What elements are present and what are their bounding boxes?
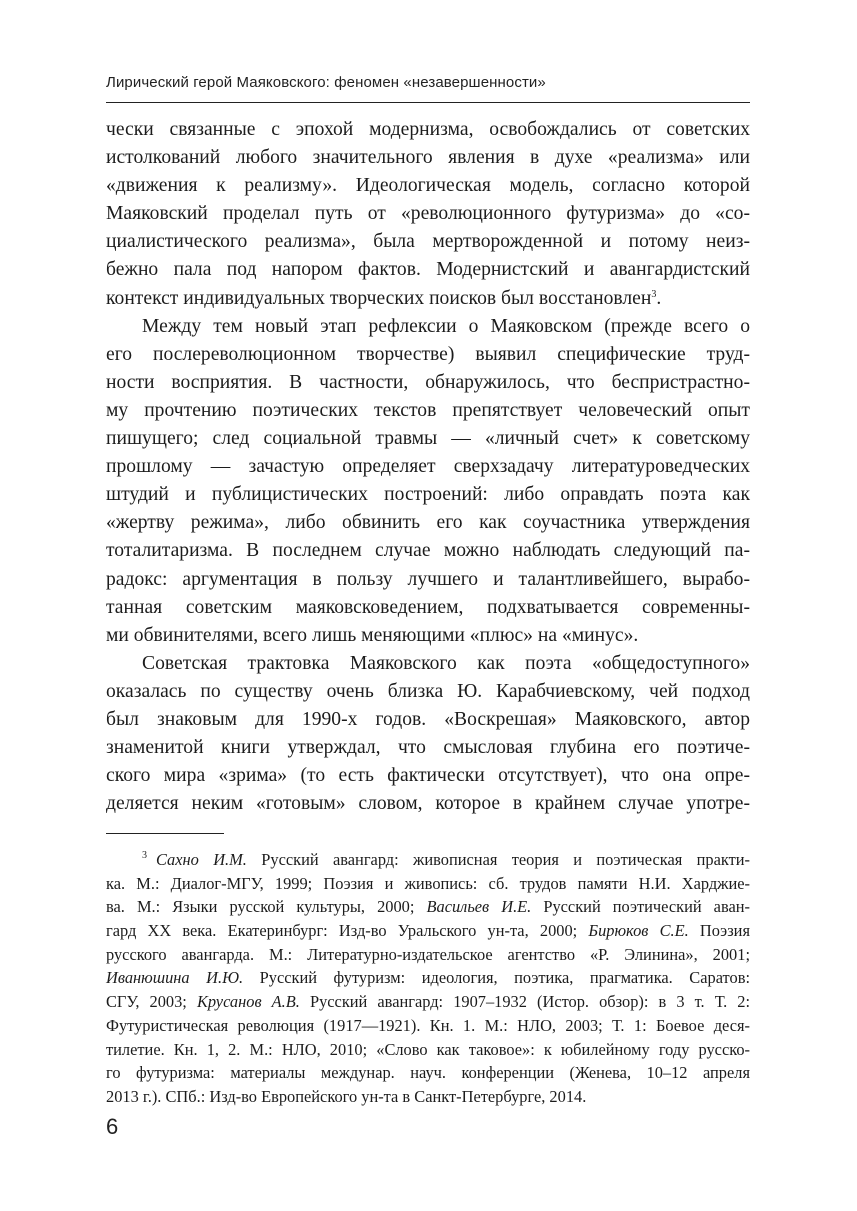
footnote-line: ка. М.: Диалог-МГУ, 1999; Поэзия и живопись: сб. трудов памяти Н.И. Харджие- (106, 873, 750, 893)
footnote-text: Русский футуризм: идеология, поэтика, прагматика. Саратов: (243, 968, 750, 988)
footnote-mark: 3 (142, 850, 147, 861)
text-line: циалистического реализма», была мертворожденной и потому неиз- (106, 231, 750, 253)
footnote-text: СГУ, 2003; (106, 992, 197, 1012)
footnote-line: тилетие. Кн. 1, 2. М.: НЛО, 2010; «Слово как таковое»: к юбилейному году русско- (106, 1039, 750, 1059)
text-line: «движения к реализму». Идеологическая модель, согласно которой (106, 175, 750, 197)
footnote-line: Футуристическая революция (1917—1921). Кн. 1. М.: НЛО, 2003; Т. 1: Боевое деся- (106, 1015, 750, 1035)
text-line: Между тем новый этап рефлексии о Маяковском (прежде всего о (142, 315, 750, 337)
footnote-author: Бирюков С.Е. (588, 921, 689, 941)
footnote-rule (106, 833, 224, 834)
text-line: радокс: аргументация в пользу лучшего и талантливейшего, вырабо- (106, 568, 750, 590)
footnote-line (106, 919, 750, 943)
text-line: «жертву режима», либо обвинить его как соучастника утверждения (106, 512, 750, 534)
footnote-author: Сахно И.М. (156, 850, 247, 869)
line-text: контекст индивидуальных творческих поисков был восстановлен (106, 287, 652, 309)
text-line: был знаковым для 1990-х годов. «Воскрешая» Маяковского, автор (106, 708, 750, 730)
footnote-text: гард XX века. Екатеринбург: Изд-во Уральского ун-та, 2000; (106, 921, 589, 941)
footnote-text: Русский поэтический аван- (531, 897, 750, 917)
text-line: пишущего; след социальной травмы — «личный счет» к советскому (106, 428, 750, 450)
text-line: тоталитаризма. В последнем случае можно наблюдать следующий па- (106, 540, 750, 562)
text-line: чески связанные с эпохой модернизма, освобождались от советских (106, 119, 750, 140)
text-line: его послереволюционном творчестве) выявил специфические труд- (106, 343, 750, 365)
text-line: танная советским маяковсковедением, подхватывается современны- (106, 596, 750, 618)
text-line: деляется неким «готовым» словом, которое в крайнем случае употре- (106, 793, 750, 815)
text-line: ности восприятия. В частности, обнаружилось, что беспристрастно- (106, 371, 750, 393)
footnote-line (106, 990, 750, 1014)
footnote-line: го футуризма: материалы междунар. науч. конференции (Женева, 10–12 апреля (106, 1063, 750, 1083)
body-text (106, 116, 750, 818)
text-line: прошлому — зачастую определяет сверхзадачу литературоведческих (106, 456, 750, 478)
footnote-line (106, 848, 750, 872)
text-line: штудий и публицистических построений: либо оправдать поэта как (106, 484, 750, 506)
text-line: истолкований любого значительного явления в духе «реализма» или (106, 147, 750, 169)
footnote (106, 848, 750, 1109)
footnote-line: русского авангарда. М.: Литературно-издательское агентство «Р. Элинина», 2001; (106, 944, 750, 964)
footnote-author: Иванюшина И.Ю. (106, 968, 244, 988)
header-rule (106, 102, 750, 103)
footnote-line (106, 895, 750, 919)
text-line: му прочтению поэтических текстов препятствует человеческий опыт (106, 399, 750, 421)
text-line (106, 285, 750, 313)
footnote-text: Поэзия (688, 921, 750, 941)
footnote-text: Русский авангард: 1907–1932 (Истор. обзор): в 3 т. Т. 2: (299, 992, 750, 1012)
running-head: Лирический герой Маяковского: феномен «незавершенности» (106, 74, 546, 91)
footnote-text: Русский авангард: живописная теория и поэтическая практи- (246, 850, 750, 869)
footnote-text: ва. М.: Языки русской культуры, 2000; (106, 897, 427, 917)
line-end: . (656, 287, 662, 309)
footnote-reference[interactable]: 3 (651, 288, 657, 300)
footnote-line (106, 966, 750, 990)
page-number: 6 (106, 1114, 119, 1139)
text-line: оказалась по существу очень близка Ю. Карабчиевскому, чей подход (106, 680, 750, 702)
text-line: бежно пала под напором фактов. Модернистский и авангардистский (106, 259, 750, 281)
text-line: Маяковский проделал путь от «революционного футуризма» до «со- (106, 203, 750, 225)
footnote-author: Васильев И.Е. (426, 897, 532, 917)
text-line: знаменитой книги утверждал, что смысловая глубина его поэтиче- (106, 737, 750, 759)
text-line: ми обвинителями, всего лишь меняющими «плюс» на «минус». (106, 624, 639, 646)
footnote-author: Крусанов А.В. (196, 992, 300, 1012)
text-line: Советская трактовка Маяковского как поэта «общедоступного» (142, 652, 750, 674)
text-line: ского мира «зрима» (то есть фактически отсутствует), что она опре- (106, 765, 750, 787)
footnote-line: 2013 г.). СПб.: Изд-во Европейского ун-та в Санкт-Петербурге, 2014. (106, 1086, 587, 1106)
